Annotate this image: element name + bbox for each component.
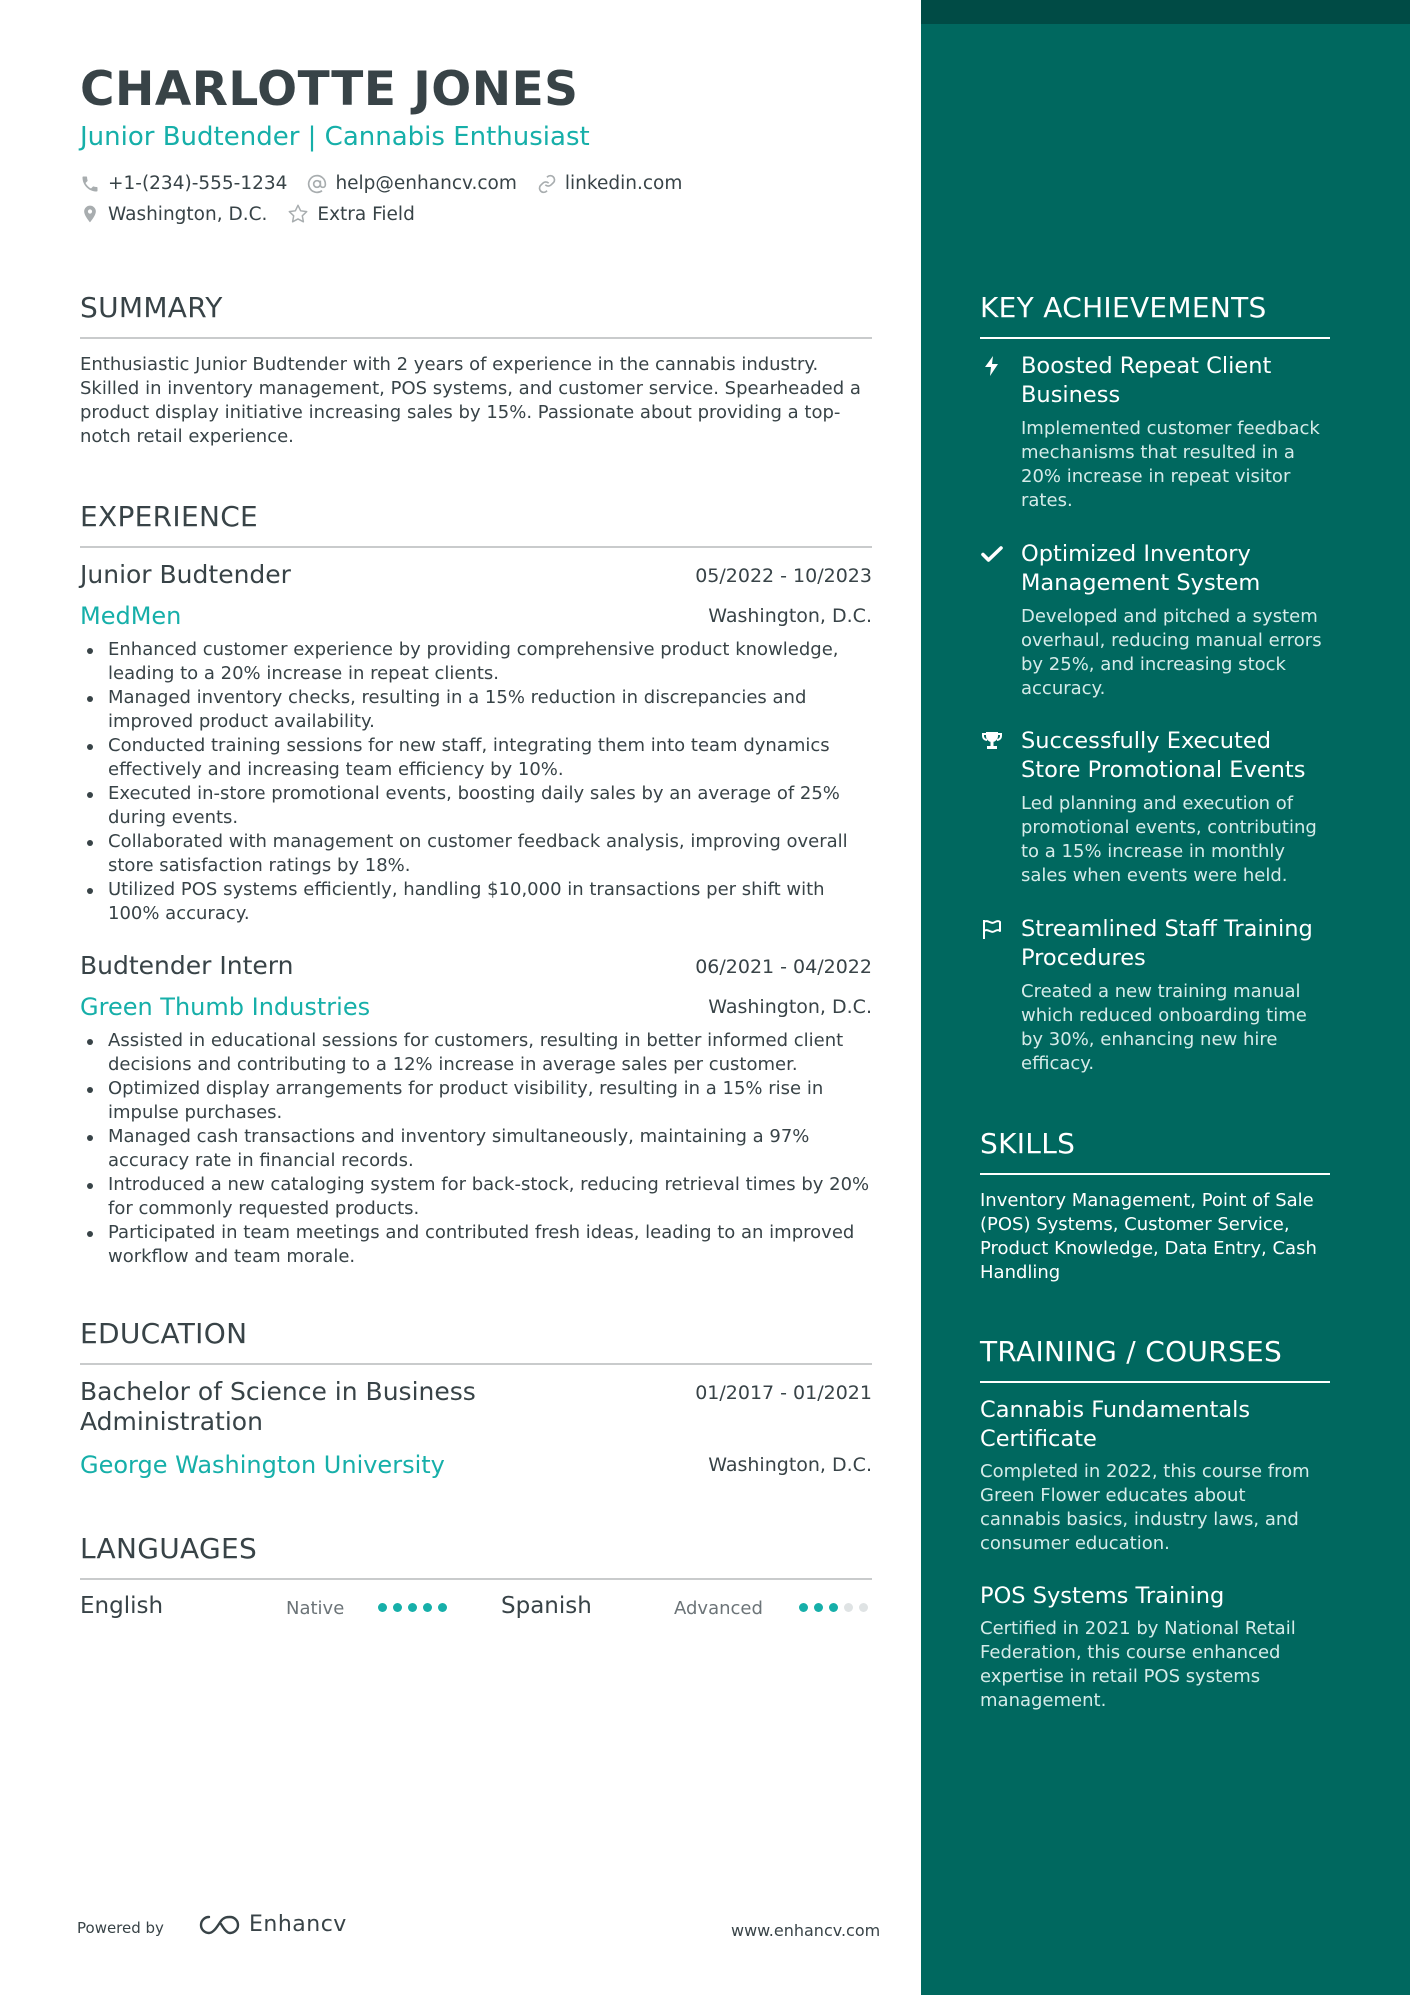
job-bullet: Managed cash transactions and inventory simultaneously, maintaining a 97% accuracy rate in financial records. (80, 1125, 872, 1173)
education-school: George Washington University (80, 1451, 445, 1479)
proficiency-dot-filled (438, 1603, 447, 1612)
extra-text: Extra Field (317, 203, 415, 225)
education-degree: Bachelor of Science in Business Administration (80, 1377, 476, 1436)
footer-brand-text: Enhancv (249, 1912, 347, 1937)
job-location: Washington, D.C. (708, 605, 872, 627)
job-bullets (80, 1029, 872, 1269)
link-icon (537, 174, 557, 194)
sidebar-top-band (921, 0, 1410, 24)
proficiency-dot-filled (378, 1603, 387, 1612)
achievement-desc: Created a new training manual which reduced onboarding time by 30%, enhancing new hire efficacy. (1021, 981, 1307, 1074)
language-level: Advanced (674, 1598, 763, 1619)
training-heading: TRAINING / COURSES (980, 1335, 1283, 1368)
contact-location (80, 204, 267, 225)
enhancv-logo-icon (195, 1913, 241, 1937)
trophy-icon (980, 729, 1004, 753)
job-company: MedMen (80, 602, 182, 630)
star-icon (287, 203, 309, 225)
training-divider (980, 1381, 1330, 1383)
language-proficiency-dots (799, 1603, 874, 1612)
achievement-desc: Developed and pitched a system overhaul, reducing manual errors by 25%, and increasing stock accuracy. (1021, 606, 1322, 699)
job-dates: 05/2022 - 10/2023 (695, 565, 872, 587)
course-desc: Certified in 2021 by National Retail Federation, this course enhanced expertise in retail POS systems management. (980, 1618, 1296, 1711)
achievements-divider (980, 337, 1330, 339)
contact-row-2 (80, 203, 435, 225)
skills-heading: SKILLS (980, 1127, 1076, 1160)
achievement-desc: Implemented customer feedback mechanisms that resulted in a 20% increase in repeat visitor rates. (1021, 418, 1320, 511)
education-divider (80, 1363, 872, 1365)
checkmark-icon (980, 542, 1004, 566)
education-heading: EDUCATION (80, 1317, 248, 1350)
contact-website[interactable] (537, 173, 682, 194)
job-bullet: Collaborated with management on customer feedback analysis, improving overall store satisfaction ratings by 18%. (80, 830, 872, 878)
proficiency-dot-empty (859, 1603, 868, 1612)
footer-powered-by: Powered by (77, 1919, 164, 1937)
summary-text: Enthusiastic Junior Budtender with 2 years of experience in the cannabis industry. Skilled in inventory management, POS systems, and customer service. Spearheaded a product display initiative increasing sales by 15%. Passionate about providing a top-notch retail experience. (80, 354, 861, 447)
proficiency-dot-empty (844, 1603, 853, 1612)
job-bullet: Assisted in educational sessions for customers, resulting in better informed client decisions and contributing to a 12% increase in average sales per customer. (80, 1029, 872, 1077)
achievement-item (980, 540, 1330, 701)
course-title: Cannabis Fundamentals Certificate (980, 1397, 1251, 1452)
job-location: Washington, D.C. (708, 996, 872, 1018)
phone-icon (80, 174, 100, 194)
proficiency-dot-filled (393, 1603, 402, 1612)
flag-icon (980, 917, 1004, 941)
candidate-name: CHARLOTTE JONES (80, 62, 579, 117)
job-bullet: Introduced a new cataloging system for back-stock, reducing retrieval times by 20% for commonly requested products. (80, 1173, 872, 1221)
language-proficiency-dots (378, 1603, 453, 1612)
job-bullet: Optimized display arrangements for product visibility, resulting in a 15% rise in impulse purchases. (80, 1077, 872, 1125)
proficiency-dot-filled (799, 1603, 808, 1612)
experience-divider (80, 546, 872, 548)
email-text: help@enhancv.com (335, 173, 517, 194)
proficiency-dot-filled (814, 1603, 823, 1612)
achievements-heading: KEY ACHIEVEMENTS (980, 291, 1267, 324)
job-bullet: Utilized POS systems efficiently, handling $10,000 in transactions per shift with 100% accuracy. (80, 878, 872, 926)
course-desc: Completed in 2022, this course from Green Flower educates about cannabis basics, industry laws, and consumer education. (980, 1461, 1310, 1554)
proficiency-dot-filled (829, 1603, 838, 1612)
job-dates: 06/2021 - 04/2022 (695, 956, 872, 978)
skills-text: Inventory Management, Point of Sale (POS) Systems, Customer Service, Product Knowledge, Data Entry, Cash Handling (980, 1190, 1317, 1283)
job-bullet: Managed inventory checks, resulting in a 15% reduction in discrepancies and improved product availability. (80, 686, 872, 734)
job-title: Junior Budtender (80, 560, 291, 589)
summary-heading: SUMMARY (80, 291, 223, 324)
summary-divider (80, 337, 872, 339)
job-bullet: Executed in-store promotional events, boosting daily sales by an average of 25% during events. (80, 782, 872, 830)
course-item (980, 1582, 1330, 1713)
bolt-icon (980, 354, 1004, 378)
achievement-title: Streamlined Staff Training Procedures (1021, 916, 1313, 971)
achievement-item (980, 727, 1330, 888)
job-title: Budtender Intern (80, 951, 294, 980)
footer-url[interactable]: www.enhancv.com (731, 1921, 881, 1940)
contact-extra (287, 203, 414, 225)
location-text: Washington, D.C. (108, 203, 268, 225)
achievement-title: Successfully Executed Store Promotional Events (1021, 728, 1306, 783)
website-text: linkedin.com (564, 173, 683, 194)
course-title: POS Systems Training (980, 1583, 1225, 1609)
candidate-headline: Junior Budtender | Cannabis Enthusiast (80, 122, 590, 152)
contact-email[interactable] (307, 173, 516, 194)
at-sign-icon (307, 174, 327, 194)
achievement-desc: Led planning and execution of promotional events, contributing to a 15% increase in monthly sales when events were held. (1021, 793, 1317, 886)
phone-text: +1-(234)-555-1234 (108, 173, 288, 194)
job-bullet: Enhanced customer experience by providing comprehensive product knowledge, leading to a 20% increase in repeat clients. (80, 638, 872, 686)
language-name: Spanish (501, 1593, 592, 1619)
footer-brand-logo[interactable] (195, 1912, 347, 1937)
achievement-title: Optimized Inventory Management System (1021, 541, 1261, 596)
course-item (980, 1396, 1330, 1556)
job-company: Green Thumb Industries (80, 993, 371, 1021)
achievement-item (980, 915, 1330, 1076)
job-bullets (80, 638, 872, 926)
achievement-title: Boosted Repeat Client Business (1021, 353, 1272, 408)
contact-row-1 (80, 173, 702, 194)
languages-divider (80, 1578, 872, 1580)
proficiency-dot-filled (423, 1603, 432, 1612)
proficiency-dot-filled (408, 1603, 417, 1612)
language-level: Native (286, 1598, 345, 1619)
achievement-item (980, 352, 1330, 513)
language-name: English (80, 1593, 164, 1619)
languages-heading: LANGUAGES (80, 1532, 258, 1565)
skills-divider (980, 1173, 1330, 1175)
contact-phone[interactable] (80, 173, 287, 194)
education-location: Washington, D.C. (708, 1454, 872, 1476)
experience-heading: EXPERIENCE (80, 500, 259, 533)
location-pin-icon (80, 204, 100, 224)
education-dates: 01/2017 - 01/2021 (695, 1382, 872, 1404)
job-bullet: Participated in team meetings and contributed fresh ideas, leading to an improved workflow and team morale. (80, 1221, 872, 1269)
job-bullet: Conducted training sessions for new staff, integrating them into team dynamics effectively and increasing team efficiency by 10%. (80, 734, 872, 782)
